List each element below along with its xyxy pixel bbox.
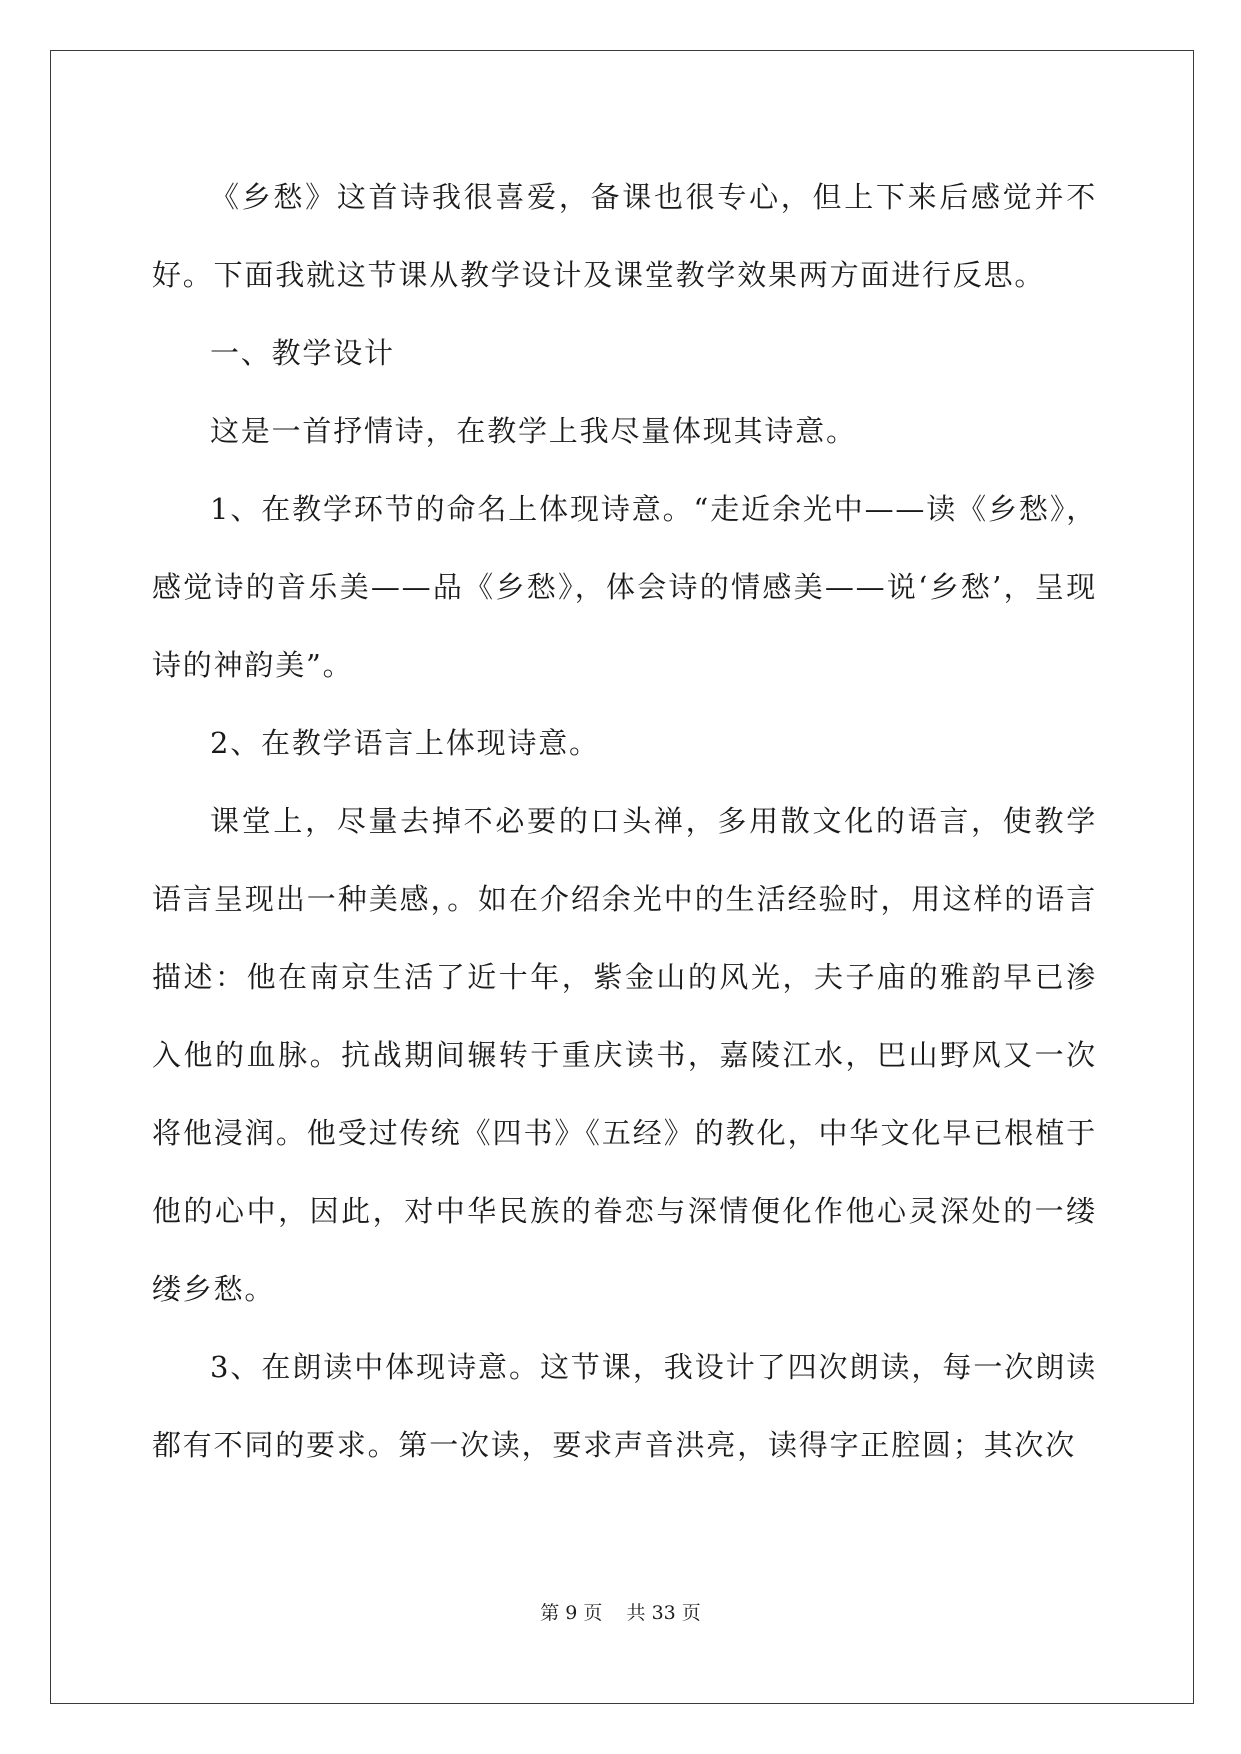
- paragraph-classroom-language: 课堂上，尽量去掉不必要的口头禅，多用散文化的语言，使教学语言呈现出一种美感，。如在介绍余光中的生活经验时，用这样的语言描述：他在南京生活了近十年，紫金山的风光，夫子庙的雅韵早已渗入他的血脉。抗战期间辗转于重庆读书，嘉陵江水，巴山野风又一次将他浸润。他受过传统《四书》《五经》的教化，中华文化早已根植于他的心中，因此，对中华民族的眷恋与深情便化作他心灵深处的一缕缕乡愁。: [152, 804, 1097, 1306]
- paragraph-intro: 《乡愁》这首诗我很喜爱，备课也很专心，但上下来后感觉并不好。下面我就这节课从教学设计及课堂教学效果两方面进行反思。: [152, 180, 1097, 292]
- paragraph-point-1: 1、在教学环节的命名上体现诗意。“走近余光中——读《乡愁》，感觉诗的音乐美——品《乡愁》，体会诗的情感美——说‘乡愁’，呈现诗的神韵美”。: [152, 492, 1097, 682]
- paragraph-lyric-poem: 这是一首抒情诗，在教学上我尽量体现其诗意。: [210, 414, 857, 448]
- page-number: 第 9 页: [540, 1602, 603, 1624]
- document-body: [152, 158, 1097, 1484]
- page-total: 共 33 页: [626, 1602, 701, 1624]
- paragraph-point-2: 2、在教学语言上体现诗意。: [210, 726, 600, 760]
- page-footer: [0, 1598, 1241, 1625]
- paragraph-point-3: 3、在朗读中体现诗意。这节课，我设计了四次朗读，每一次朗读都有不同的要求。第一次读，要求声音洪亮，读得字正腔圆；其次次: [152, 1350, 1097, 1462]
- section-heading-teaching-design: 一、教学设计: [210, 336, 395, 370]
